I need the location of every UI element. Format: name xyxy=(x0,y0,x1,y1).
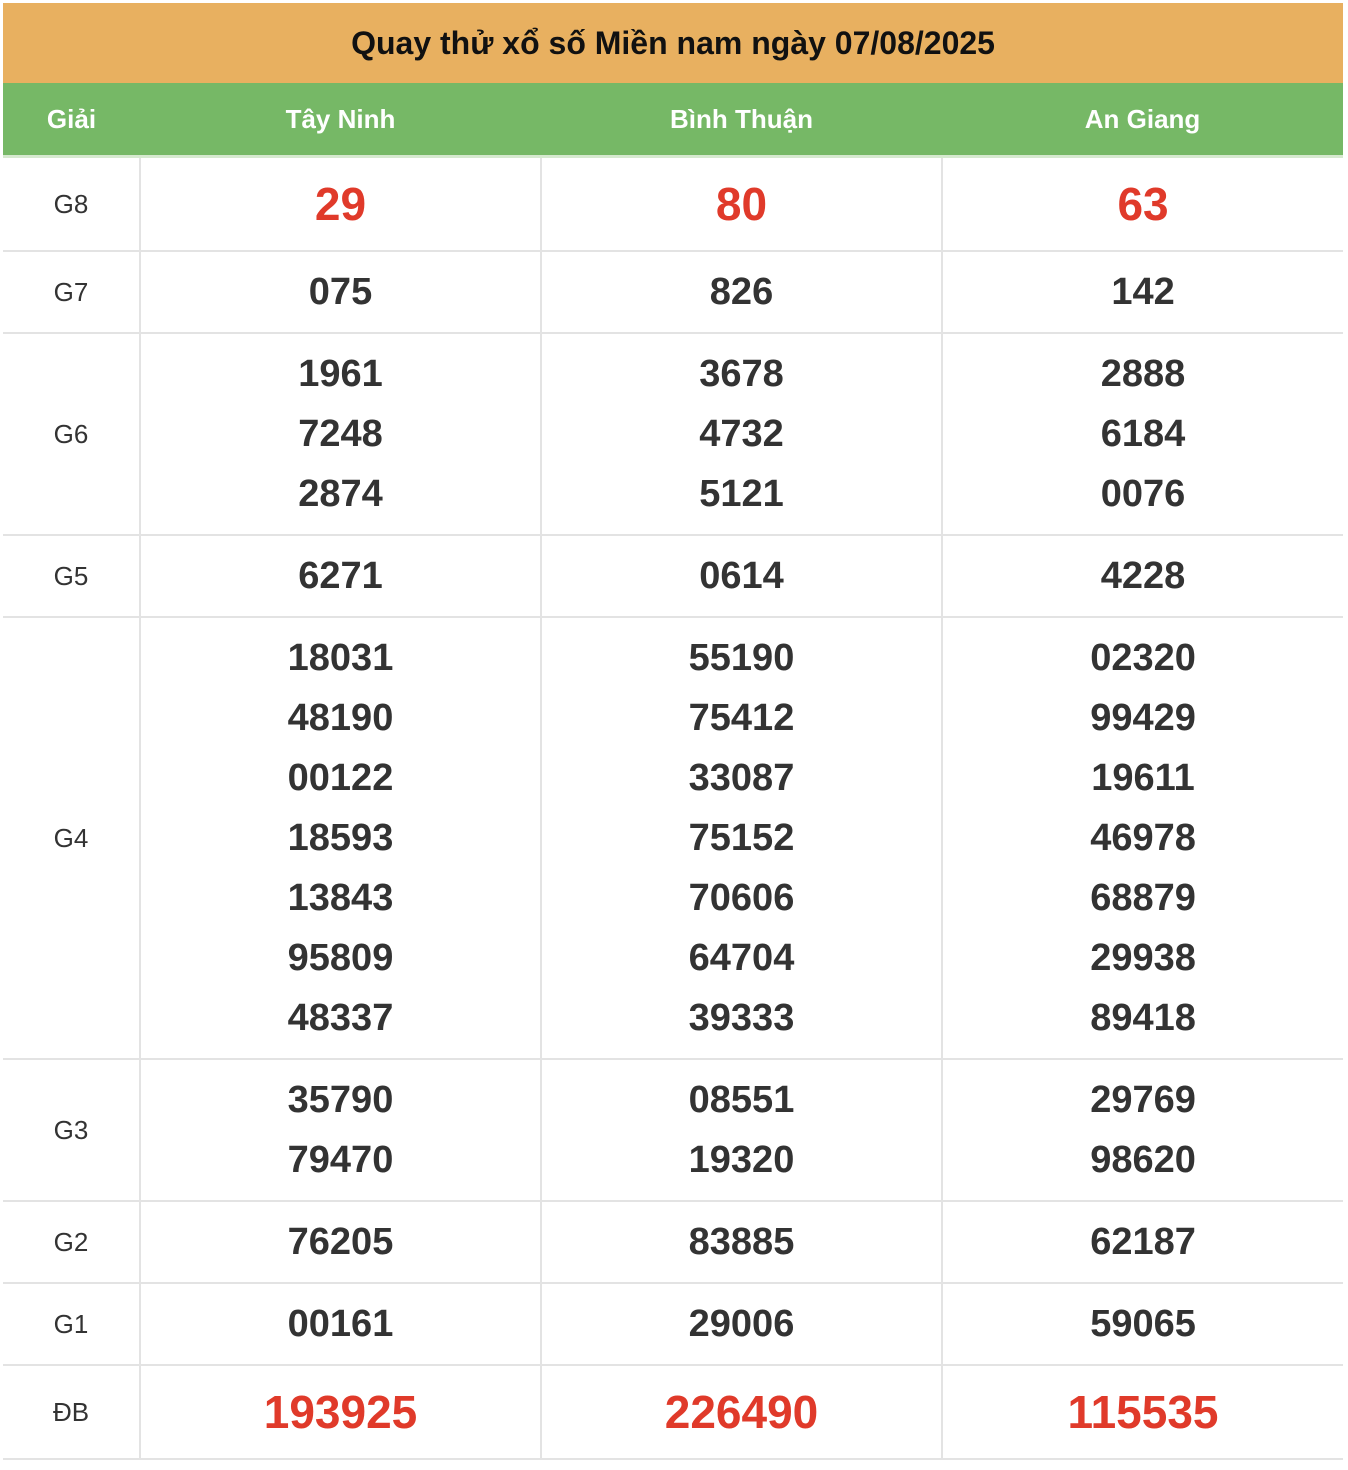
result-cell-g6-an-giang xyxy=(942,333,1343,535)
province-header-binh-thuan: Bình Thuận xyxy=(541,83,942,157)
result-cell-g3-an-giang xyxy=(942,1059,1343,1201)
result-number: 29938 xyxy=(1090,937,1196,979)
result-number: 59065 xyxy=(1090,1303,1196,1345)
result-number: 2874 xyxy=(298,473,383,515)
result-cell-g3-tay-ninh xyxy=(140,1059,541,1201)
result-number: 826 xyxy=(709,271,774,313)
prize-row-g2 xyxy=(3,1201,1343,1283)
prize-row-db xyxy=(3,1365,1343,1459)
result-cell-g7-an-giang xyxy=(942,251,1343,333)
result-number: 79470 xyxy=(287,1139,394,1181)
prize-row-g4 xyxy=(3,617,1343,1059)
prize-row-g7 xyxy=(3,251,1343,333)
result-cell-g1-binh-thuan xyxy=(541,1283,942,1365)
result-number: 63 xyxy=(1117,178,1169,230)
result-cell-g1-an-giang xyxy=(942,1283,1343,1365)
result-number: 193925 xyxy=(263,1386,418,1438)
prize-label-g6: G6 xyxy=(3,333,140,535)
result-number: 19320 xyxy=(688,1139,795,1181)
result-cell-g7-tay-ninh xyxy=(140,251,541,333)
result-number: 46978 xyxy=(1090,817,1196,859)
result-number: 29769 xyxy=(1090,1079,1196,1121)
result-cell-g2-tay-ninh xyxy=(140,1201,541,1283)
prize-row-g3 xyxy=(3,1059,1343,1201)
result-number: 35790 xyxy=(287,1079,394,1121)
header-row xyxy=(3,83,1343,157)
result-number: 1961 xyxy=(298,353,383,395)
province-header-an-giang: An Giang xyxy=(942,83,1343,157)
result-number: 62187 xyxy=(1090,1221,1196,1263)
result-number: 115535 xyxy=(1067,1386,1219,1438)
result-cell-g6-tay-ninh xyxy=(140,333,541,535)
result-number: 80 xyxy=(715,178,768,230)
result-number: 3678 xyxy=(699,353,784,395)
result-number: 0076 xyxy=(1100,473,1186,515)
result-number: 142 xyxy=(1111,271,1175,313)
result-cell-db-binh-thuan xyxy=(541,1365,942,1459)
result-number: 48337 xyxy=(287,997,394,1039)
result-cell-g4-tay-ninh xyxy=(140,617,541,1059)
result-number: 89418 xyxy=(1090,997,1196,1039)
prize-label-g3: G3 xyxy=(3,1059,140,1201)
result-cell-g8-an-giang xyxy=(942,157,1343,252)
result-number: 64704 xyxy=(688,937,795,979)
prize-column-header: Giải xyxy=(3,83,140,157)
result-number: 39333 xyxy=(688,997,795,1039)
result-number: 18593 xyxy=(287,817,394,859)
province-header-tay-ninh: Tây Ninh xyxy=(140,83,541,157)
result-cell-g5-binh-thuan xyxy=(541,535,942,617)
result-number: 02320 xyxy=(1090,637,1196,679)
title-row xyxy=(3,3,1343,83)
prize-label-g8: G8 xyxy=(3,157,140,252)
result-number: 6184 xyxy=(1100,413,1186,455)
result-body xyxy=(3,157,1343,1460)
result-number: 19611 xyxy=(1091,757,1195,799)
prize-label-db: ĐB xyxy=(3,1365,140,1459)
result-number: 68879 xyxy=(1090,877,1196,919)
result-cell-g4-an-giang xyxy=(942,617,1343,1059)
result-number: 4228 xyxy=(1100,555,1186,597)
result-number: 075 xyxy=(308,271,373,313)
result-number: 95809 xyxy=(287,937,394,979)
prize-label-g1: G1 xyxy=(3,1283,140,1365)
prize-label-g2: G2 xyxy=(3,1201,140,1283)
result-number: 29 xyxy=(314,178,367,230)
result-cell-g5-tay-ninh xyxy=(140,535,541,617)
prize-label-g4: G4 xyxy=(3,617,140,1059)
prize-label-g5: G5 xyxy=(3,535,140,617)
result-number: 83885 xyxy=(688,1221,795,1263)
result-cell-g8-binh-thuan xyxy=(541,157,942,252)
result-number: 13843 xyxy=(287,877,394,919)
result-cell-g7-binh-thuan xyxy=(541,251,942,333)
result-number: 55190 xyxy=(688,637,795,679)
result-number: 75412 xyxy=(688,697,795,739)
result-number: 0614 xyxy=(699,555,784,597)
result-cell-g2-binh-thuan xyxy=(541,1201,942,1283)
result-cell-g5-an-giang xyxy=(942,535,1343,617)
result-number: 48190 xyxy=(287,697,394,739)
result-cell-g1-tay-ninh xyxy=(140,1283,541,1365)
result-cell-g6-binh-thuan xyxy=(541,333,942,535)
result-number: 29006 xyxy=(688,1303,795,1345)
result-number: 70606 xyxy=(688,877,795,919)
result-number: 75152 xyxy=(688,817,795,859)
result-number: 226490 xyxy=(664,1386,819,1438)
result-number: 99429 xyxy=(1090,697,1196,739)
result-number: 2888 xyxy=(1100,353,1186,395)
prize-row-g5 xyxy=(3,535,1343,617)
result-number: 7248 xyxy=(298,413,383,455)
result-number: 6271 xyxy=(298,555,383,597)
result-number: 98620 xyxy=(1090,1139,1196,1181)
result-number: 08551 xyxy=(688,1079,795,1121)
result-number: 33087 xyxy=(688,757,795,799)
result-number: 5121 xyxy=(699,473,784,515)
result-number: 18031 xyxy=(287,637,394,679)
result-number: 4732 xyxy=(699,413,784,455)
result-cell-g2-an-giang xyxy=(942,1201,1343,1283)
result-cell-g8-tay-ninh xyxy=(140,157,541,252)
prize-row-g8 xyxy=(3,157,1343,252)
lottery-result-table xyxy=(3,3,1343,1460)
result-number: 76205 xyxy=(287,1221,394,1263)
result-cell-g3-binh-thuan xyxy=(541,1059,942,1201)
prize-label-g7: G7 xyxy=(3,251,140,333)
result-cell-db-an-giang xyxy=(942,1365,1343,1459)
prize-row-g6 xyxy=(3,333,1343,535)
result-cell-db-tay-ninh xyxy=(140,1365,541,1459)
prize-row-g1 xyxy=(3,1283,1343,1365)
result-number: 00122 xyxy=(287,757,394,799)
result-cell-g4-binh-thuan xyxy=(541,617,942,1059)
result-number: 00161 xyxy=(287,1303,394,1345)
table-title: Quay thử xổ số Miền nam ngày 07/08/2025 xyxy=(3,3,1343,83)
